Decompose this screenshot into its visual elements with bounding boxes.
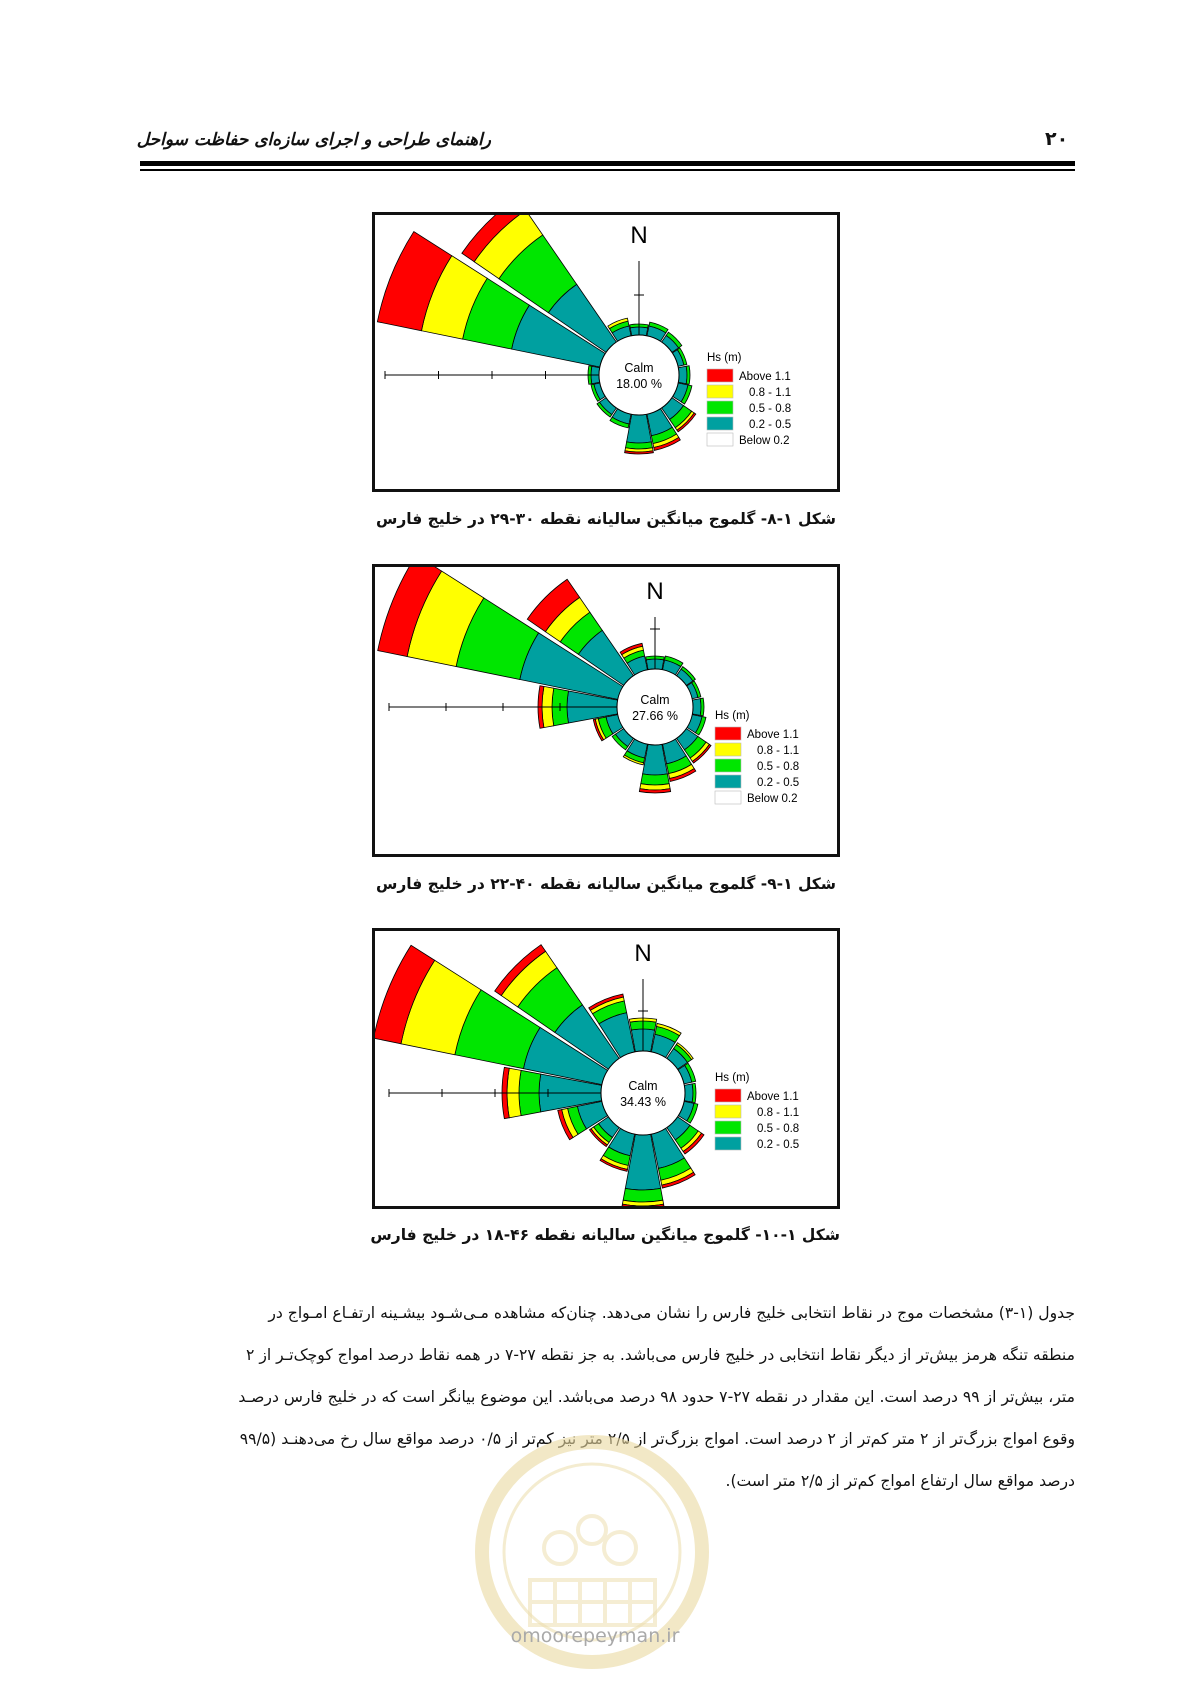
running-header-title: راهنمای طراحی و اجرای سازه‌ای حفاظت سواحل	[136, 130, 491, 150]
legend-swatch	[715, 775, 741, 788]
calm-label: Calm	[628, 1079, 658, 1093]
rose-sector	[623, 1188, 663, 1202]
calm-circle	[599, 335, 679, 415]
calm-value: 18.00 %	[616, 377, 662, 391]
paragraph-line: وقوع امواج بزرگ‌تر از ۲ متر کم‌تر از ۲ درصد است. امواج بزرگ‌تر از ۲/۵ متر نیز کم‌تر از ۰/۵ درصد مواقع سال رخ می‌دهنـد (۹۹/۵	[239, 1430, 1075, 1448]
figure-caption-2: شکل ۱-۹- گلموج میانگین سالیانه نقطه ۴۰-۲۲ در خلیج فارس	[375, 875, 837, 893]
legend-label: 0.8 - 1.1	[749, 387, 792, 399]
figure-caption-3: شکل ۱-۱۰- گلموج میانگین سالیانه نقطه ۴۶-۱۸ در خلیج فارس	[370, 1226, 840, 1244]
calm-value: 34.43 %	[620, 1095, 666, 1109]
wave-rose-chart-1	[375, 215, 837, 489]
legend-title: Hs (m)	[715, 1072, 750, 1084]
legend-label: 0.5 - 0.8	[749, 403, 792, 415]
legend-swatch	[715, 727, 741, 740]
north-label: N	[634, 940, 652, 967]
legend-label: 0.5 - 0.8	[757, 761, 800, 773]
legend-label: 0.8 - 1.1	[757, 1107, 800, 1119]
legend-swatch	[707, 369, 733, 382]
legend-swatch	[707, 385, 733, 398]
rose-sector	[692, 699, 701, 716]
legend-title: Hs (m)	[715, 710, 750, 722]
rose-sector	[626, 442, 653, 449]
calm-label: Calm	[640, 693, 670, 707]
legend-label: Below 0.2	[747, 793, 798, 805]
paragraph-line: جدول (۱-۳) مشخصات موج در نقاط انتخابی خلیج فارس را نشان می‌دهد. چنان‌که مشاهده مـی‌شـود بیشـینه ارتفـاع امـواج در	[268, 1304, 1075, 1322]
header-rule-thick	[140, 161, 1075, 166]
legend-label: 0.5 - 0.8	[757, 1123, 800, 1135]
legend-label: Below 0.2	[739, 435, 790, 447]
rose-sector	[686, 366, 690, 385]
wave-rose-chart-2	[375, 567, 837, 854]
rose-sector	[684, 1084, 693, 1102]
legend-swatch	[707, 433, 733, 446]
calm-value: 27.66 %	[632, 709, 678, 723]
paragraph-line: منطقه تنگه هرمز بیش‌تر از دیگر نقاط انتخابی در خلیج فارس می‌باشد. به جز نقطه ۲۷-۷ در همه نقاط درصد امواج کوچک‌تـر از ۲	[245, 1346, 1075, 1364]
legend-swatch	[715, 1137, 741, 1150]
calm-circle	[601, 1051, 685, 1135]
header-rule-thin	[140, 169, 1075, 171]
legend-label: Above 1.1	[739, 371, 791, 383]
rose-sector	[678, 366, 687, 383]
legend-swatch	[715, 1121, 741, 1134]
calm-circle	[617, 669, 693, 745]
legend-label: 0.2 - 0.5	[749, 419, 792, 431]
wave-rose-chart-3	[375, 931, 837, 1206]
legend-swatch	[715, 1089, 741, 1102]
legend-swatch	[715, 759, 741, 772]
legend-label: 0.8 - 1.1	[757, 745, 800, 757]
legend-swatch	[715, 1105, 741, 1118]
legend-title: Hs (m)	[707, 352, 742, 364]
paragraph-line: درصد مواقع سال ارتفاع امواج کم‌تر از ۲/۵ متر است).	[725, 1472, 1075, 1490]
rose-sectors	[377, 215, 696, 454]
legend-swatch	[707, 417, 733, 430]
calm-label: Calm	[624, 361, 654, 375]
legend-swatch	[707, 401, 733, 414]
paragraph-line: متر، بیش‌تر از ۹۹ درصد است. این مقدار در نقطه ۲۷-۷ حدود ۹۸ درصد می‌باشد. این موضوع بیانگر است که در خلیج فارس درصـد	[238, 1388, 1075, 1406]
legend-swatch	[715, 791, 741, 804]
legend-swatch	[715, 743, 741, 756]
legend-label: 0.2 - 0.5	[757, 1139, 800, 1151]
wave-rose-figure-1	[372, 212, 840, 492]
legend-label: 0.2 - 0.5	[757, 777, 800, 789]
north-label: N	[646, 578, 664, 605]
legend-label: Above 1.1	[747, 1091, 799, 1103]
rose-sector	[700, 698, 704, 716]
rose-sector	[641, 774, 669, 785]
rose-sector	[692, 1083, 696, 1102]
figure-caption-1: شکل ۱-۸- گلموج میانگین سالیانه نقطه ۳۰-۲۹ در خلیج فارس	[375, 510, 837, 528]
legend-label: Above 1.1	[747, 729, 799, 741]
north-label: N	[630, 222, 648, 249]
watermark-site-text: omoorepeyman.ir	[510, 1625, 680, 1647]
page-number: ۲۰	[1045, 128, 1069, 150]
wave-rose-figure-3	[372, 928, 840, 1209]
wave-rose-figure-2	[372, 564, 840, 857]
